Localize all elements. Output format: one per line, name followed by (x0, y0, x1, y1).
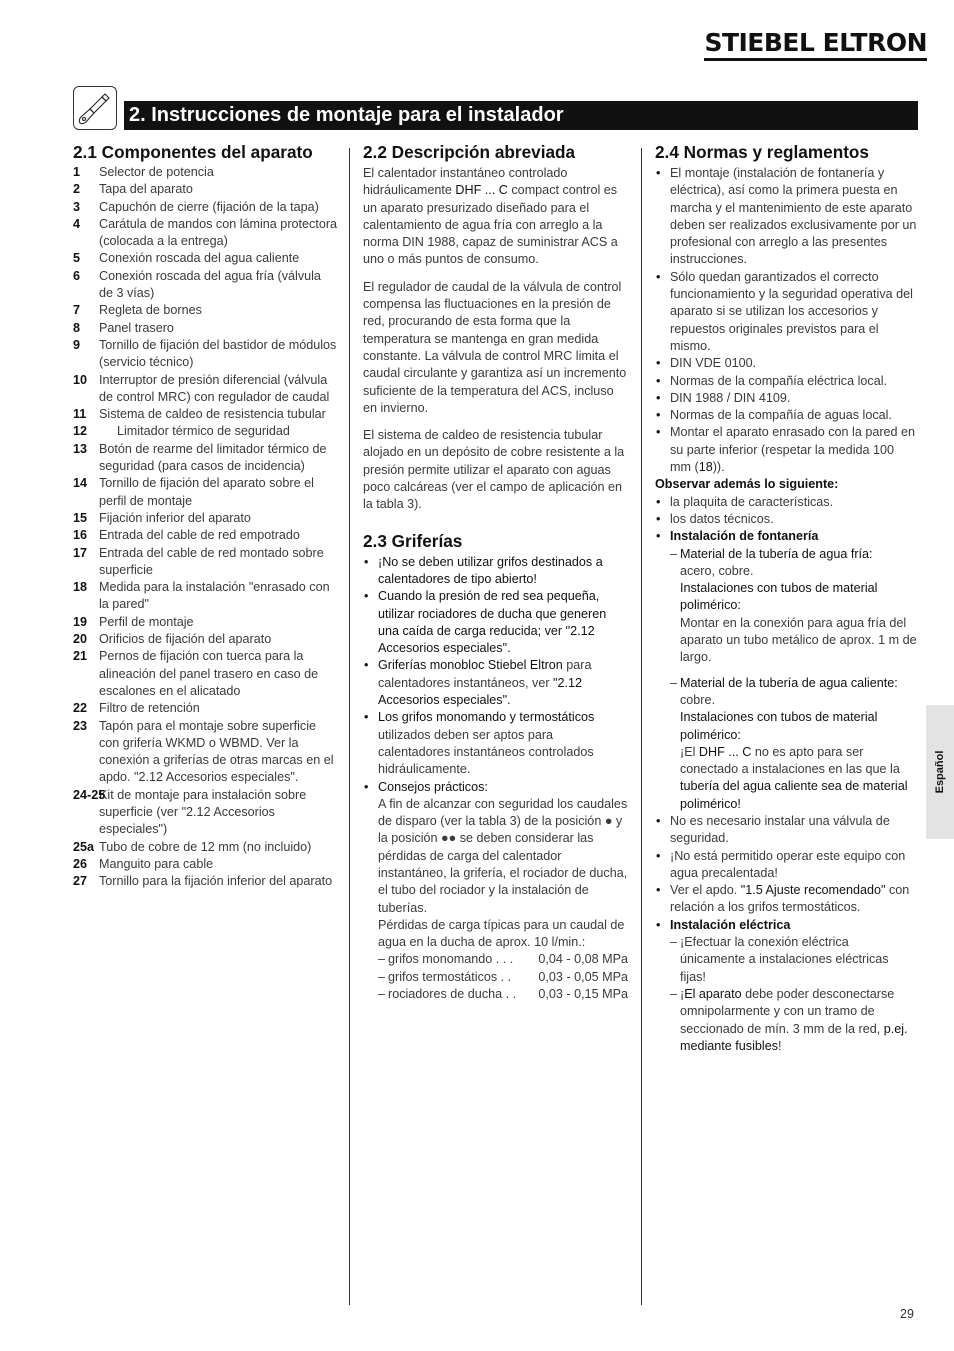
component-item: 10 Interruptor de presión diferencial (válvula de control MRC) con regulador de caudal (73, 372, 330, 404)
list-item: – ¡Efectuar la conexión eléctrica únicamente a instalaciones eléctricas fijas! (670, 934, 917, 986)
description-paragraph: El calentador instantáneo controlado hidráulicamente DHF ... C compact control es un aparato presurizado diseñado para el calentamiento de agua fría con arreglo a la norma DIN 1988, capaz de suministrar ACS a uno o más puntos de consumo. (363, 166, 618, 267)
component-item: 27 Tornillo para la fijación inferior del aparato (73, 874, 333, 889)
component-item: 22 Filtro de retención (73, 701, 200, 716)
list-item: • DIN VDE 0100. (655, 355, 917, 372)
component-item: 17 Entrada del cable de red montado sobre superficie (73, 545, 324, 577)
pressure-loss-row: – grifos termostáticos . . 0,03 - 0,05 MPa (378, 969, 628, 986)
list-item: • Consejos prácticos: A fin de alcanzar con seguridad los caudales de disparo (ver la tabla 3) de la posición ● y la posición ●● se deben considerar las pérdidas de carga del calentador instantáneo, la grifería, el rociador de ducha, el tubo del rociador y la instalación de tuberías. Pérdidas de carga típicas para un caudal de agua en la ducha de aprox. 10 l/min.: – grifos monomando . . . 0,04 - 0,08 MPa – grifos termostáticos . . 0,03 - 0,05 MPa – rociadores de ducha . . 0,03 - 0,15 MPa (363, 779, 628, 1004)
standards-heading: 2.4 Normas y reglamentos (655, 142, 869, 162)
faucets-list (363, 554, 628, 1004)
list-item: – ¡El aparato debe poder desconectarse omnipolarmente y con un tramo de seccionado de mín. 3 mm de la red, p.ej. mediante fusibles! (670, 986, 917, 1055)
component-item: 26 Manguito para cable (73, 856, 214, 871)
section-title: 2. Instrucciones de montaje para el instalador (124, 101, 918, 130)
list-item: • ¡No se deben utilizar grifos destinados a calentadores de tipo abierto! (363, 554, 628, 589)
column-divider (641, 148, 642, 1305)
component-item: 4 Carátula de mandos con lámina protectora (colocada a la entrega) (73, 216, 338, 249)
component-item: 3 Capuchón de cierre (fijación de la tapa) (73, 199, 319, 214)
list-item: • Normas de la compañía de aguas local. (655, 407, 917, 424)
plumbing-list (655, 546, 917, 813)
faucets-heading: 2.3 Griferías (363, 530, 463, 551)
column-divider (349, 148, 350, 1305)
observe-heading: Observar además lo siguiente: (655, 477, 839, 492)
standards-column (655, 140, 917, 1055)
description-paragraph: El sistema de caldeo de resistencia tubular alojado en un depósito de cobre resistente a la presión permite utilizar el aparato con aguas poco calcáreas (ver el campo de aplicación en la tabla 3). (363, 428, 625, 512)
component-item: 9 Tornillo de fijación del bastidor de módulos (servicio técnico) (73, 337, 337, 370)
list-item: • Sólo quedan garantizados el correcto funcionamiento y la seguridad operativa del aparato si se utilizan los accesorios y repuestos originales previstos para el mismo. (655, 269, 917, 355)
brand-logo: STIEBEL ELTRON (704, 28, 927, 61)
list-item: • la plaquita de características. (655, 494, 917, 511)
component-item: 13 Botón de rearme del limitador térmico de seguridad (para casos de incidencia) (73, 441, 327, 474)
list-item: • Cuando la presión de red sea pequeña, utilizar rociadores de ducha que generen una caída de carga reducida; ver "2.12 Accesorios especiales". (363, 588, 628, 657)
component-item: 20 Orificios de fijación del aparato (73, 632, 272, 647)
component-item: 24-25 Kit de montaje para instalación sobre superficie (ver "2.12 Accesorios especiales") (73, 787, 307, 837)
list-item: • DIN 1988 / DIN 4109. (655, 390, 917, 407)
page-number: 29 (900, 1307, 914, 1321)
list-item: • Griferías monobloc Stiebel Eltron para calentadores instantáneos, ver "2.12 Accesorios especiales". (363, 657, 628, 709)
component-item: 12 Limitador térmico de seguridad (73, 424, 290, 439)
list-item: – Material de la tubería de agua caliente: cobre. Instalaciones con tubos de material polimérico: ¡El DHF ... C no es apto para ser conectado a instalaciones en las que la tubería del agua caliente sea de material polimérico! (670, 675, 917, 813)
list-item: • los datos técnicos. (655, 511, 917, 528)
component-item: 18 Medida para la instalación "enrasado con la pared" (73, 580, 330, 612)
list-item: • Ver el apdo. "1.5 Ajuste recomendado" con relación a los grifos termostáticos. (655, 882, 917, 917)
screwdriver-icon (73, 86, 117, 130)
component-item: 1 Selector de potencia (73, 165, 214, 179)
component-item: 2 Tapa del aparato (73, 182, 193, 197)
component-item: 15 Fijación inferior del aparato (73, 510, 251, 525)
list-item: – Material de la tubería de agua fría: acero, cobre. Instalaciones con tubos de material polimérico: Montar en la conexión para agua fría del aparato un tubo metálico de aprox. 1 m de largo. (670, 546, 917, 667)
description-column (363, 140, 628, 1003)
components-list (73, 164, 338, 890)
electrical-list (655, 934, 917, 1055)
list-item: • Instalación de fontanería (655, 528, 917, 545)
component-item: 16 Entrada del cable de red empotrado (73, 528, 300, 543)
component-item: 6 Conexión roscada del agua fría (válvula de 3 vías) (73, 268, 321, 301)
components-column (73, 140, 338, 890)
components-heading: 2.1 Componentes del aparato (73, 142, 313, 162)
list-item: • ¡No está permitido operar este equipo con agua precalentada! (655, 848, 917, 883)
description-heading: 2.2 Descripción abreviada (363, 142, 576, 162)
component-item: 25a Tubo de cobre de 12 mm (no incluido) (73, 839, 312, 854)
standards-list (655, 165, 917, 476)
language-tab: Español (926, 705, 954, 839)
component-item: 5 Conexión roscada del agua caliente (73, 251, 300, 266)
component-item: 14 Tornillo de fijación del aparato sobre el perfil de montaje (73, 476, 314, 508)
component-item: 23 Tapón para el montaje sobre superficie con grifería WKMD o WBMD. Ver la conexión a griferías de otras marcas en el apdo. "2.12 Accesorios especiales". (73, 718, 334, 785)
list-item: • Instalación eléctrica (655, 917, 917, 934)
list-item: • No es necesario instalar una válvula de seguridad. (655, 813, 917, 848)
list-item: • Montar el aparato enrasado con la pared en su parte inferior (respetar la medida 100 mm (18)). (655, 424, 917, 476)
component-item: 11 Sistema de caldeo de resistencia tubular (73, 407, 326, 422)
pressure-loss-list (378, 951, 628, 1003)
observe-list (655, 494, 917, 546)
description-paragraph: El regulador de caudal de la válvula de control compensa las fluctuaciones en la presión de red, procurando de esta forma que la temperatura se mantenga en gran medida constante. La válvula de control MRC limita el caudal circulante y garantiza así un incremento suficiente de la temperatura del ACS, incluso en invierno. (363, 279, 627, 415)
safety-list (655, 813, 917, 934)
component-item: 21 Pernos de fijación con tuerca para la alineación del panel trasero en caso de escalones en el alicatado (73, 649, 319, 698)
list-item: • Normas de la compañía eléctrica local. (655, 373, 917, 390)
component-item: 19 Perfil de montaje (73, 614, 194, 629)
component-item: 8 Panel trasero (73, 320, 174, 335)
list-item: • Los grifos monomando y termostáticos utilizados deben ser aptos para calentadores instantáneos controlados hidráulicamente. (363, 709, 628, 778)
list-item: • El montaje (instalación de fontanería y eléctrica), así como la primera puesta en marcha y el mantenimiento de este aparato deben ser realizados exclusivamente por un profesional con arreglo a las presentes instrucciones. (655, 165, 917, 269)
component-item: 7 Regleta de bornes (73, 303, 202, 318)
pressure-loss-row: – rociadores de ducha . . 0,03 - 0,15 MPa (378, 986, 628, 1003)
pressure-loss-row: – grifos monomando . . . 0,04 - 0,08 MPa (378, 951, 628, 968)
